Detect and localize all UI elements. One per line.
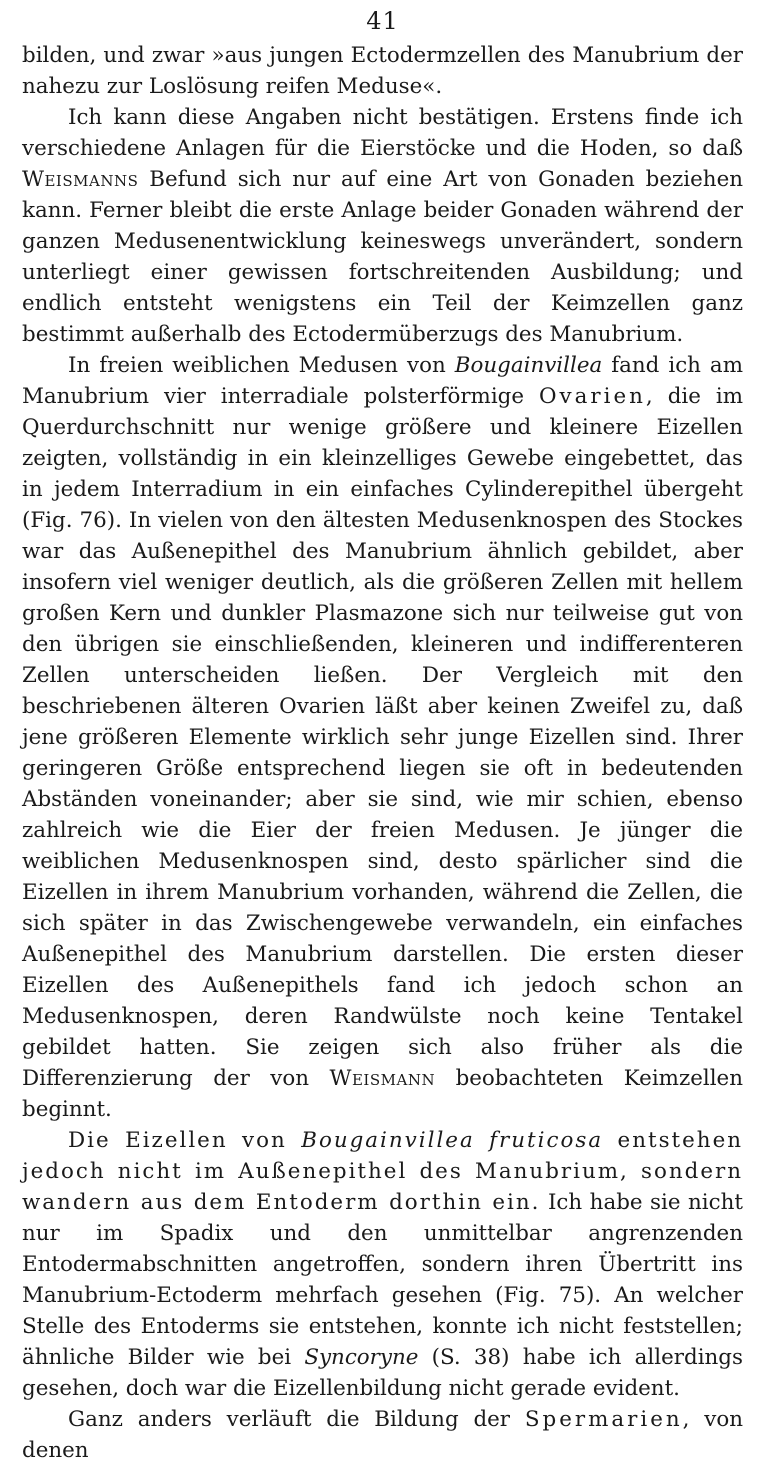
paragraph-5-text-b: , von denen (22, 1407, 743, 1463)
paragraph-4 (22, 1125, 743, 1404)
term-ovarien: Ovarien (539, 384, 646, 409)
author-name-weismanns: Weismanns (22, 167, 139, 192)
paragraph-3-text-a: In freien weiblichen Medusen von (68, 353, 455, 378)
paragraph-5-text-a: Ganz anders verläuft die Bildung der (68, 1407, 525, 1432)
paragraph-1 (22, 40, 743, 102)
paragraph-4-text-d: (S. 38) habe ich allerdings gesehen, doch war die Eizellenbildung nicht gerade evident. (22, 1345, 743, 1401)
species-bougainvillea-fruticosa: Bougainvillea fruticosa (301, 1128, 604, 1153)
paragraph-3-text-b: fand ich am Manubrium vier interradiale polsterförmige (22, 353, 743, 409)
paragraph-4-text-b: entstehen jedoch nicht im Außenepithel des Manubrium, sondern wandern aus dem Entoderm dorthin ein. (22, 1128, 744, 1215)
term-spermarien: Spermarien (524, 1407, 683, 1432)
paragraph-2 (22, 102, 743, 350)
page-number: 41 (366, 7, 399, 35)
paragraph-3 (22, 350, 743, 1125)
paragraph-4-text-c: Ich habe sie nicht nur im Spadix und den unmittelbar angrenzenden Entodermabschnitten angetroffen, sondern ihren Übertritt ins Manubrium-Ectoderm mehrfach gesehen (Fig. 75). An welcher Stelle des Entoderms sie entstehen, konnte ich nicht feststellen; ähnliche Bilder wie bei (22, 1190, 744, 1370)
page (0, 6, 761, 1463)
paragraph-5 (22, 1404, 743, 1466)
paragraph-1-text: bilden, und zwar »aus jungen Ectodermzellen des Manubrium der nahezu zur Loslösung reifen Meduse«. (22, 43, 743, 99)
paragraph-4-text-a: Die Eizellen von (68, 1128, 302, 1153)
paragraph-3-text-c: , die im Querdurchschnitt nur wenige größere und kleinere Eizellen zeigten, vollständig in ein kleinzelliges Gewebe eingebettet, das in jedem Interradium in ein einfaches Cylinderepithel übergeht (Fig. 76). In vielen von den ältesten Medusenknospen des Stockes war das Außenepithel des Manubrium ähnlich gebildet, aber insofern viel weniger deutlich, als die größeren Zellen mit hellem großen Kern und dunkler Plasmazone sich nur teilweise gut von den übrigen sie einschließenden, kleineren und indifferenteren Zellen unterscheiden ließen. Der Vergleich mit den beschriebenen älteren Ovarien läßt aber keinen Zweifel zu, daß jene größeren Elemente wirklich sehr junge Eizellen sind. Ihrer geringeren Größe entsprechend liegen sie oft in bedeutenden Abständen voneinander; aber sie sind, wie mir schien, ebenso zahlreich wie die Eier der freien Medusen. Je jünger die weiblichen Medusenknospen sind, desto spärlicher sind die Eizellen in ihrem Manubrium vorhanden, während die Zellen, die sich später in das Zwischengewebe verwandeln, ein einfaches Außenepithel des Manubrium darstellen. Die ersten dieser Eizellen des Außenepithels fand ich jedoch schon an Medusenknospen, deren Randwülste noch keine Tentakel gebildet hatten. Sie zeigen sich also früher als die Differenzierung der von (22, 384, 743, 1091)
paragraph-3-text-d: beobachteten Keimzellen beginnt. (22, 1066, 743, 1122)
paragraph-2-text-a: Ich kann diese Angaben nicht bestätigen. Erstens finde ich verschiedene Anlagen für die Eierstöcke und die Hoden, so daß (22, 105, 743, 161)
author-name-weismann: Weismann (329, 1066, 436, 1091)
genus-syncoryne: Syncoryne (304, 1345, 419, 1370)
paragraph-2-text-b: Befund sich nur auf eine Art von Gonaden beziehen kann. Ferner bleibt die erste Anlage beider Gonaden während der ganzen Medusenentwicklung keineswegs unverändert, sondern unterliegt einer gewissen fortschreitenden Ausbildung; und endlich entsteht wenigstens ein Teil der Keimzellen ganz bestimmt außerhalb des Ectodermüberzugs des Manubrium. (22, 167, 743, 347)
genus-bougainvillea: Bougainvillea (454, 353, 603, 378)
